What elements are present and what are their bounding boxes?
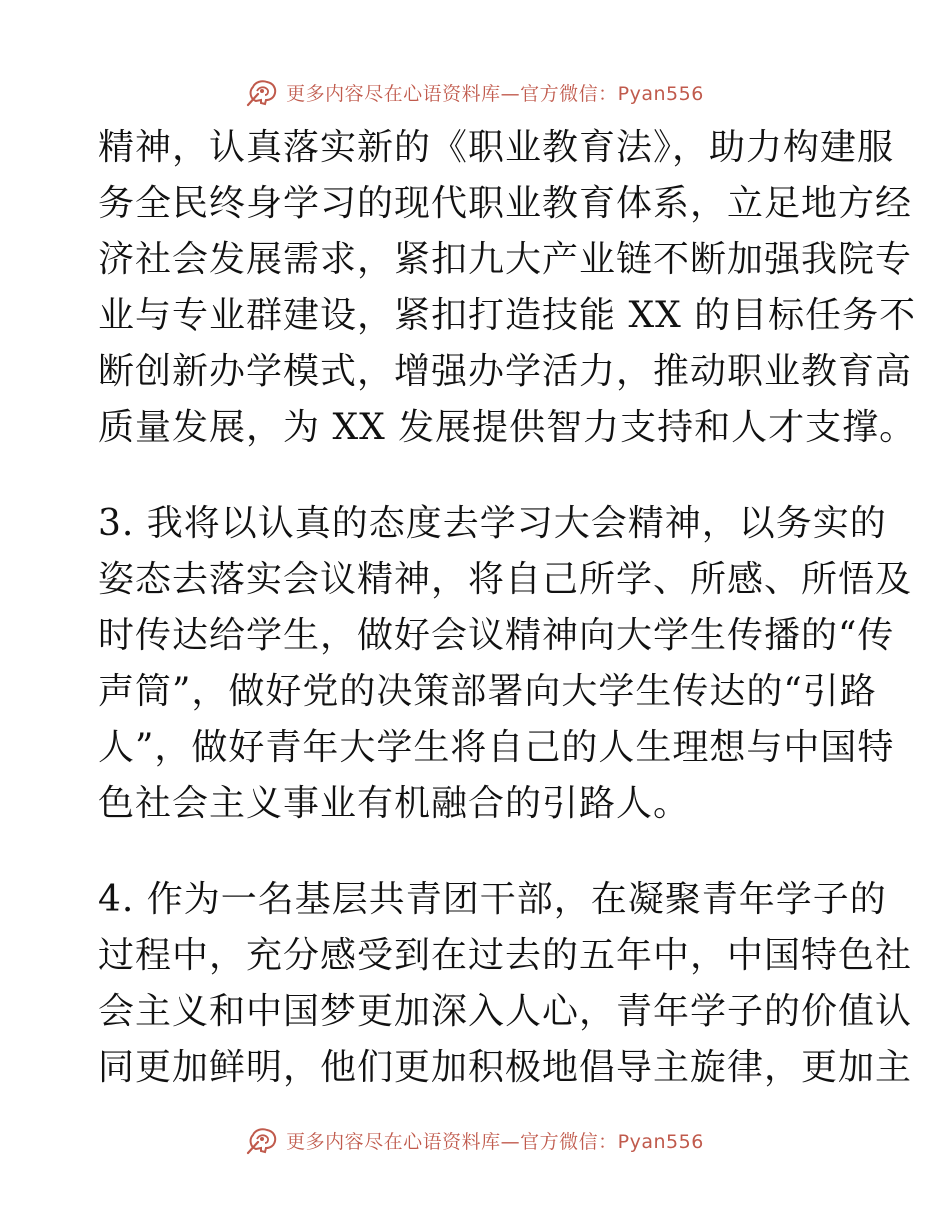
text-line: 精神，认真落实新的《职业教育法》，助力构建服 bbox=[98, 127, 895, 168]
paragraph-gap bbox=[98, 832, 858, 872]
text-line: 姿态去落实会议精神，将自己所学、所感、所悟及 bbox=[98, 559, 913, 600]
text-line: 会主义和中国梦更加深入人心，青年学子的价值认 bbox=[98, 991, 913, 1032]
footer-banner bbox=[0, 1122, 950, 1158]
text-line: 济社会发展需求，紧扣九大产业链不断加强我院专 bbox=[98, 239, 913, 280]
text-line: 色社会主义事业有机融合的引路人。 bbox=[98, 783, 691, 824]
text-line: 质量发展，为 XX 发展提供智力支持和人才支撑。 bbox=[98, 407, 917, 448]
text-line: 4. 作为一名基层共青团干部，在凝聚青年学子的 bbox=[98, 879, 887, 920]
text-line: 务全民终身学习的现代职业教育体系，立足地方经 bbox=[98, 183, 913, 224]
brain-logo-icon bbox=[246, 1125, 280, 1155]
text-line: 同更加鲜明，他们更加积极地倡导主旋律，更加主 bbox=[98, 1047, 913, 1088]
document-body bbox=[98, 120, 917, 1096]
paragraph-2 bbox=[98, 496, 913, 832]
footer-banner-text: 更多内容尽在心语资料库—官方微信：Pyan556 bbox=[286, 1130, 704, 1153]
paragraph-gap bbox=[98, 456, 858, 496]
text-line: 3. 我将以认真的态度去学习大会精神，以务实的 bbox=[98, 503, 887, 544]
paragraph-1 bbox=[98, 120, 917, 456]
text-line: 时传达给学生，做好会议精神向大学生传播的“传 bbox=[98, 615, 895, 656]
text-line: 断创新办学模式，增强办学活力，推动职业教育高 bbox=[98, 351, 913, 392]
header-banner bbox=[0, 74, 950, 110]
header-banner-text: 更多内容尽在心语资料库—官方微信：Pyan556 bbox=[286, 82, 704, 105]
brain-logo-icon bbox=[246, 77, 280, 107]
paragraph-3 bbox=[98, 872, 913, 1096]
text-line: 业与专业群建设，紧扣打造技能 XX 的目标任务不 bbox=[98, 295, 917, 336]
text-line: 过程中，充分感受到在过去的五年中，中国特色社 bbox=[98, 935, 913, 976]
text-line: 人”，做好青年大学生将自己的人生理想与中国特 bbox=[98, 727, 895, 768]
text-line: 声筒”，做好党的决策部署向大学生传达的“引路 bbox=[98, 671, 877, 712]
